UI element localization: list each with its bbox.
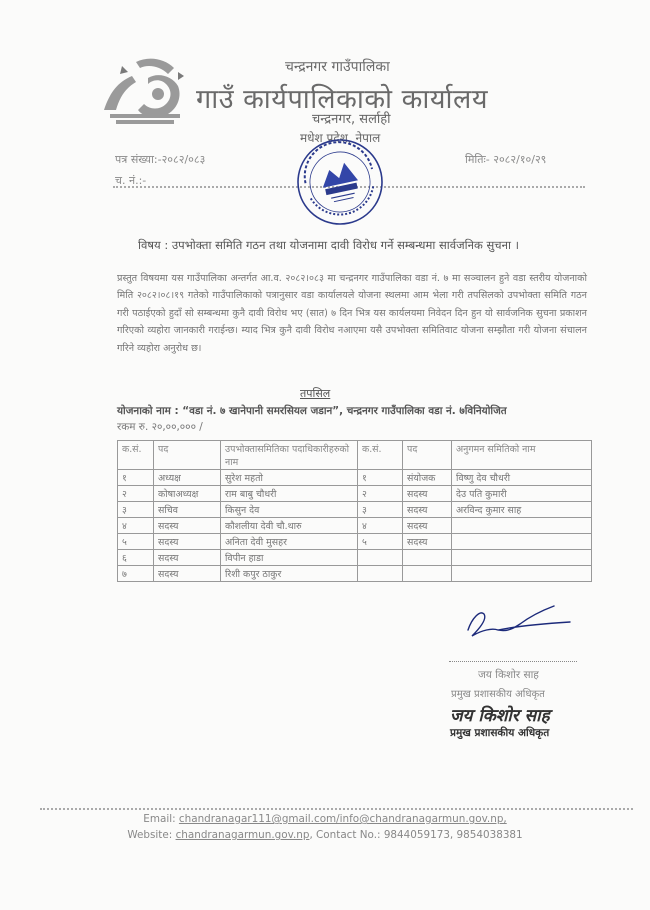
table-cell: ४ (358, 518, 403, 534)
table-cell: सदस्य (154, 566, 221, 582)
table-row (118, 566, 592, 582)
signatory-title: प्रमुख प्रशासकीय अधिकृत (451, 689, 545, 700)
letter-date: मितिः- २०८२/१०/२९ (465, 153, 547, 166)
footer-email-line (0, 813, 650, 825)
table-cell: सदस्य (154, 534, 221, 550)
table-cell: रिशी कपुर ठाकुर (221, 566, 358, 582)
scheme-amount: रकम रु. २०,००,००० / (117, 421, 203, 433)
committee-table (117, 440, 592, 582)
office-province: मधेश प्रदेश, नेपाल (300, 131, 381, 145)
table-cell: संयोजक (403, 470, 452, 486)
table-cell: अनिता देवी मुसहर (221, 534, 358, 550)
table-cell: ६ (118, 550, 154, 566)
table-cell: सचिव (154, 502, 221, 518)
office-place: चन्द्रनगर, सर्लाही (312, 112, 391, 127)
scheme-info (117, 403, 592, 435)
table-cell: विपीन हाडा (221, 550, 358, 566)
table-cell: कोषाअध्यक्ष (154, 486, 221, 502)
table-cell: २ (358, 486, 403, 502)
table-row (118, 534, 592, 550)
table-cell: ३ (358, 502, 403, 518)
government-emblem-logo (98, 52, 190, 128)
dispatch-number: च. नं.:- (115, 174, 147, 187)
details-heading: तपसिल (300, 387, 331, 400)
table-cell: ७ (118, 566, 154, 582)
table-cell (452, 550, 592, 566)
table-cell: सदस्य (154, 550, 221, 566)
notice-subject: विषय : उपभोक्ता समिति गठन तथा योजनामा दावी विरोध गर्ने सम्बन्धमा सार्वजनिक सुचना । (138, 238, 519, 252)
table-cell: राम बाबु चौधरी (221, 486, 358, 502)
table-cell (452, 518, 592, 534)
table-cell (358, 566, 403, 582)
table-cell: २ (118, 486, 154, 502)
table-row (118, 502, 592, 518)
contact-numbers: , Contact No.: 9844059173, 9854038381 (309, 829, 523, 841)
column-header: अनुगमन समितिको नाम (452, 441, 592, 470)
table-cell (403, 550, 452, 566)
table-cell: विष्णु देव चौधरी (452, 470, 592, 486)
column-header: पद (403, 441, 452, 470)
table-row (118, 470, 592, 486)
table-cell (452, 566, 592, 582)
table-cell: ५ (358, 534, 403, 550)
handwritten-signature (458, 600, 578, 642)
table-cell: अरविन्द कुमार साह (452, 502, 592, 518)
table-cell: ५ (118, 534, 154, 550)
footer-website-line (0, 829, 650, 841)
signatory-name: जय किशोर साह (478, 669, 539, 681)
name-stamp: जय किशोर साह (450, 706, 550, 726)
column-header: उपभोक्तासमितिका पदाधिकारीहरुको नाम (221, 441, 358, 470)
column-header: क.सं. (358, 441, 403, 470)
table-cell: देउ पति कुमारी (452, 486, 592, 502)
signature-line (449, 661, 577, 662)
scheme-name: योजनाको नाम : “वडा नं. ७ खानेपानी समरसियल जडान”, चन्द्रनगर गाउँपालिका वडा नं. ७विनियोजित (117, 405, 507, 417)
table-cell: सदस्य (403, 502, 452, 518)
table-cell (452, 534, 592, 550)
reference-number: पत्र संख्या:-२०८२/०८३ (115, 153, 206, 166)
table-header-row (118, 441, 592, 470)
table-cell: १ (358, 470, 403, 486)
table-cell: सदस्य (154, 518, 221, 534)
email-link[interactable]: chandranagar111@gmail.com/info@chandranagarmun.gov.np, (178, 813, 507, 825)
table-row (118, 486, 592, 502)
table-cell: सदस्य (403, 518, 452, 534)
table-cell: सदस्य (403, 486, 452, 502)
municipality-name: चन्द्रनगर गाउँपालिका (285, 59, 390, 75)
website-label: Website: (127, 829, 176, 841)
table-cell: किसुन देव (221, 502, 358, 518)
table-cell: ४ (118, 518, 154, 534)
table-cell: कौशलीया देवी चौ.थारु (221, 518, 358, 534)
footer-divider (40, 808, 633, 810)
title-stamp: प्रमुख प्रशासकीय अधिकृत (450, 727, 550, 739)
table-cell: ३ (118, 502, 154, 518)
table-row (118, 550, 592, 566)
table-cell (358, 550, 403, 566)
website-link[interactable]: chandranagarmun.gov.np (175, 829, 310, 841)
table-cell: सदस्य (403, 534, 452, 550)
notice-body: प्रस्तुत विषयमा यस गाउँपालिका अन्तर्गत आ.व. २०८२।०८३ मा चन्द्रनगर गाउँपालिका वडा नं. ७ मा सञ्चालन हुने वडा स्तरीय योजनाको मिति २०८२।०८।१९ गतेको गाउँपालिकाको पत्रानुसार वडा कार्यालयले योजना स्थलमा आम भेला गरी तपसिलको उपभोक्ता समिति गठन गरी पठाईएको हुदाँ सो सम्बन्धमा कुनै दावी विरोध भए (सात) ७ दिन भित्र यस कार्यलयमा निवेदन दिन हुन यो सार्वजनिक सुचना प्रकाशन गरिएको व्यहोरा जानकारी गराईन्छ। म्याद भित्र कुनै दावी विरोध नआएमा यसै उपभोक्ता समितिवाट योजना सम्झौता गरी योजना संचालन गरिने व्यहोरा अनुरोध छ। (117, 273, 587, 354)
table-cell: अध्यक्ष (154, 470, 221, 486)
column-header: पद (154, 441, 221, 470)
email-label: Email: (143, 813, 179, 825)
column-header: क.सं. (118, 441, 154, 470)
table-cell: १ (118, 470, 154, 486)
office-name-heading: गाउँ कार्यपालिकाको कार्यालय (196, 84, 488, 115)
office-seal-stamp (294, 136, 386, 228)
table-cell (403, 566, 452, 582)
table-cell: सुरेश महतो (221, 470, 358, 486)
table-row (118, 518, 592, 534)
